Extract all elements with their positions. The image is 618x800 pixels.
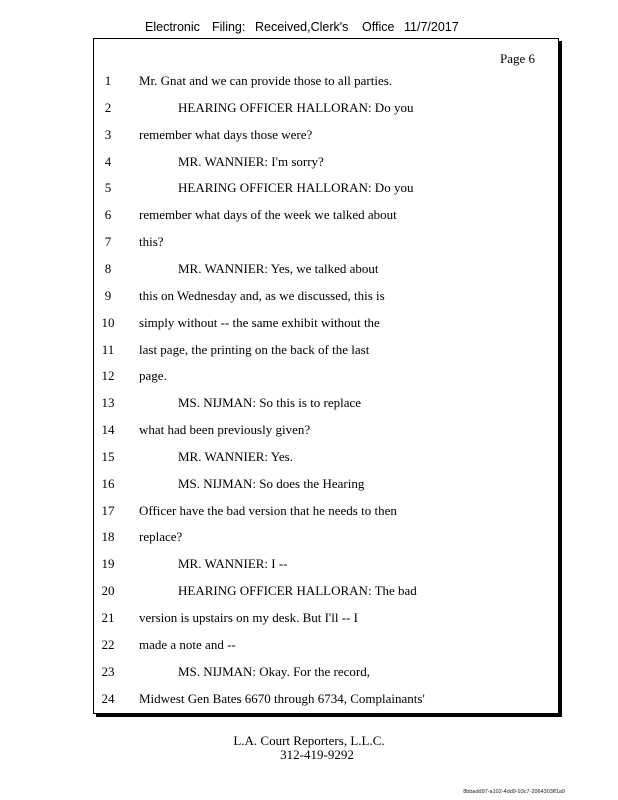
transcript-line [0,259,618,279]
transcript-line [0,635,618,655]
transcript-line [0,393,618,413]
transcript-line [0,232,618,252]
line-number: 23 [101,663,115,679]
line-text: Mr. Gnat and we can provide those to all parties. [139,73,393,88]
line-number: 16 [101,475,115,491]
line-number: 21 [101,610,115,625]
line-number: 4 [104,153,112,169]
transcript-line [0,662,618,682]
line-text: version is upstairs on my desk. But I'll -- I [139,610,358,625]
footer [0,734,618,762]
transcript-line [0,98,618,118]
transcript-line [0,474,618,494]
transcript-line [0,125,618,145]
line-number: 7 [104,234,112,250]
line-text: MS. NIJMAN: Okay. For the record, [178,663,370,679]
line-number: 12 [101,368,115,384]
line-number: 1 [104,73,112,88]
line-text: MR. WANNIER: I -- [178,556,288,572]
document-id: 8bbadd97-a102-4dd9-93c7-2064303ff1a9 [463,789,565,795]
transcript-line [0,608,618,628]
line-text: MR. WANNIER: Yes. [178,448,293,464]
header-electronic: Electronic [145,20,200,34]
line-number: 15 [101,448,115,464]
filing-header [0,20,618,38]
line-text: HEARING OFFICER HALLORAN: Do you [178,99,414,115]
line-text: made a note and -- [139,636,236,652]
line-number: 13 [101,395,115,411]
transcript-line [0,527,618,547]
transcript-line [0,366,618,386]
line-text: what had been previously given? [139,422,311,438]
line-text: last page, the printing on the back of the last [139,341,370,357]
transcript-line [0,71,618,91]
line-text: Officer have the bad version that he needs to then [139,502,397,518]
line-text: this? [139,234,164,250]
line-text: MR. WANNIER: Yes, we talked about [178,260,379,276]
transcript-line [0,178,618,198]
footer-company: L.A. Court Reporters, L.L.C. [233,733,385,748]
line-number: 10 [101,314,115,330]
line-text: MS. NIJMAN: So this is to replace [178,395,362,411]
line-text: simply without -- the same exhibit without the [139,314,380,330]
line-text: Midwest Gen Bates 6670 through 6734, Complainants' [139,690,425,706]
line-number: 5 [104,180,112,196]
line-text: remember what days those were? [139,126,313,142]
transcript-line [0,152,618,172]
page-number: Page 6 [500,51,536,66]
line-number: 8 [104,260,112,276]
transcript-line [0,420,618,440]
transcript-line [0,447,618,467]
header-office: Office [362,20,395,34]
line-number: 2 [104,99,112,115]
line-number: 9 [104,287,112,303]
transcript-line [0,340,618,360]
line-number: 6 [104,207,112,223]
line-text: replace? [139,529,183,545]
line-number: 20 [101,583,115,599]
line-number: 18 [101,529,115,545]
line-text: MR. WANNIER: I'm sorry? [178,153,324,169]
header-filing: Filing: [212,20,246,34]
header-received: Received,Clerk's [255,20,349,34]
transcript-line [0,501,618,521]
footer-phone: 312-419-9292 [280,747,354,762]
transcript-line [0,581,618,601]
line-number: 19 [101,556,115,572]
line-text: HEARING OFFICER HALLORAN: The bad [178,583,417,599]
transcript-line [0,286,618,306]
line-number: 14 [101,422,115,438]
line-number: 24 [101,690,115,706]
line-text: remember what days of the week we talked about [139,207,397,223]
line-text: HEARING OFFICER HALLORAN: Do you [178,180,414,196]
line-number: 3 [104,126,112,142]
line-number: 11 [101,341,115,357]
line-text: MS. NIJMAN: So does the Hearing [178,475,365,491]
transcript-line [0,554,618,574]
line-number: 17 [101,502,115,518]
line-text: this on Wednesday and, as we discussed, this is [139,287,385,303]
header-date: 11/7/2017 [404,20,459,34]
line-number: 22 [101,636,115,652]
line-text: page. [139,368,167,384]
transcript-line [0,313,618,333]
transcript-line [0,689,618,709]
transcript-line [0,205,618,225]
